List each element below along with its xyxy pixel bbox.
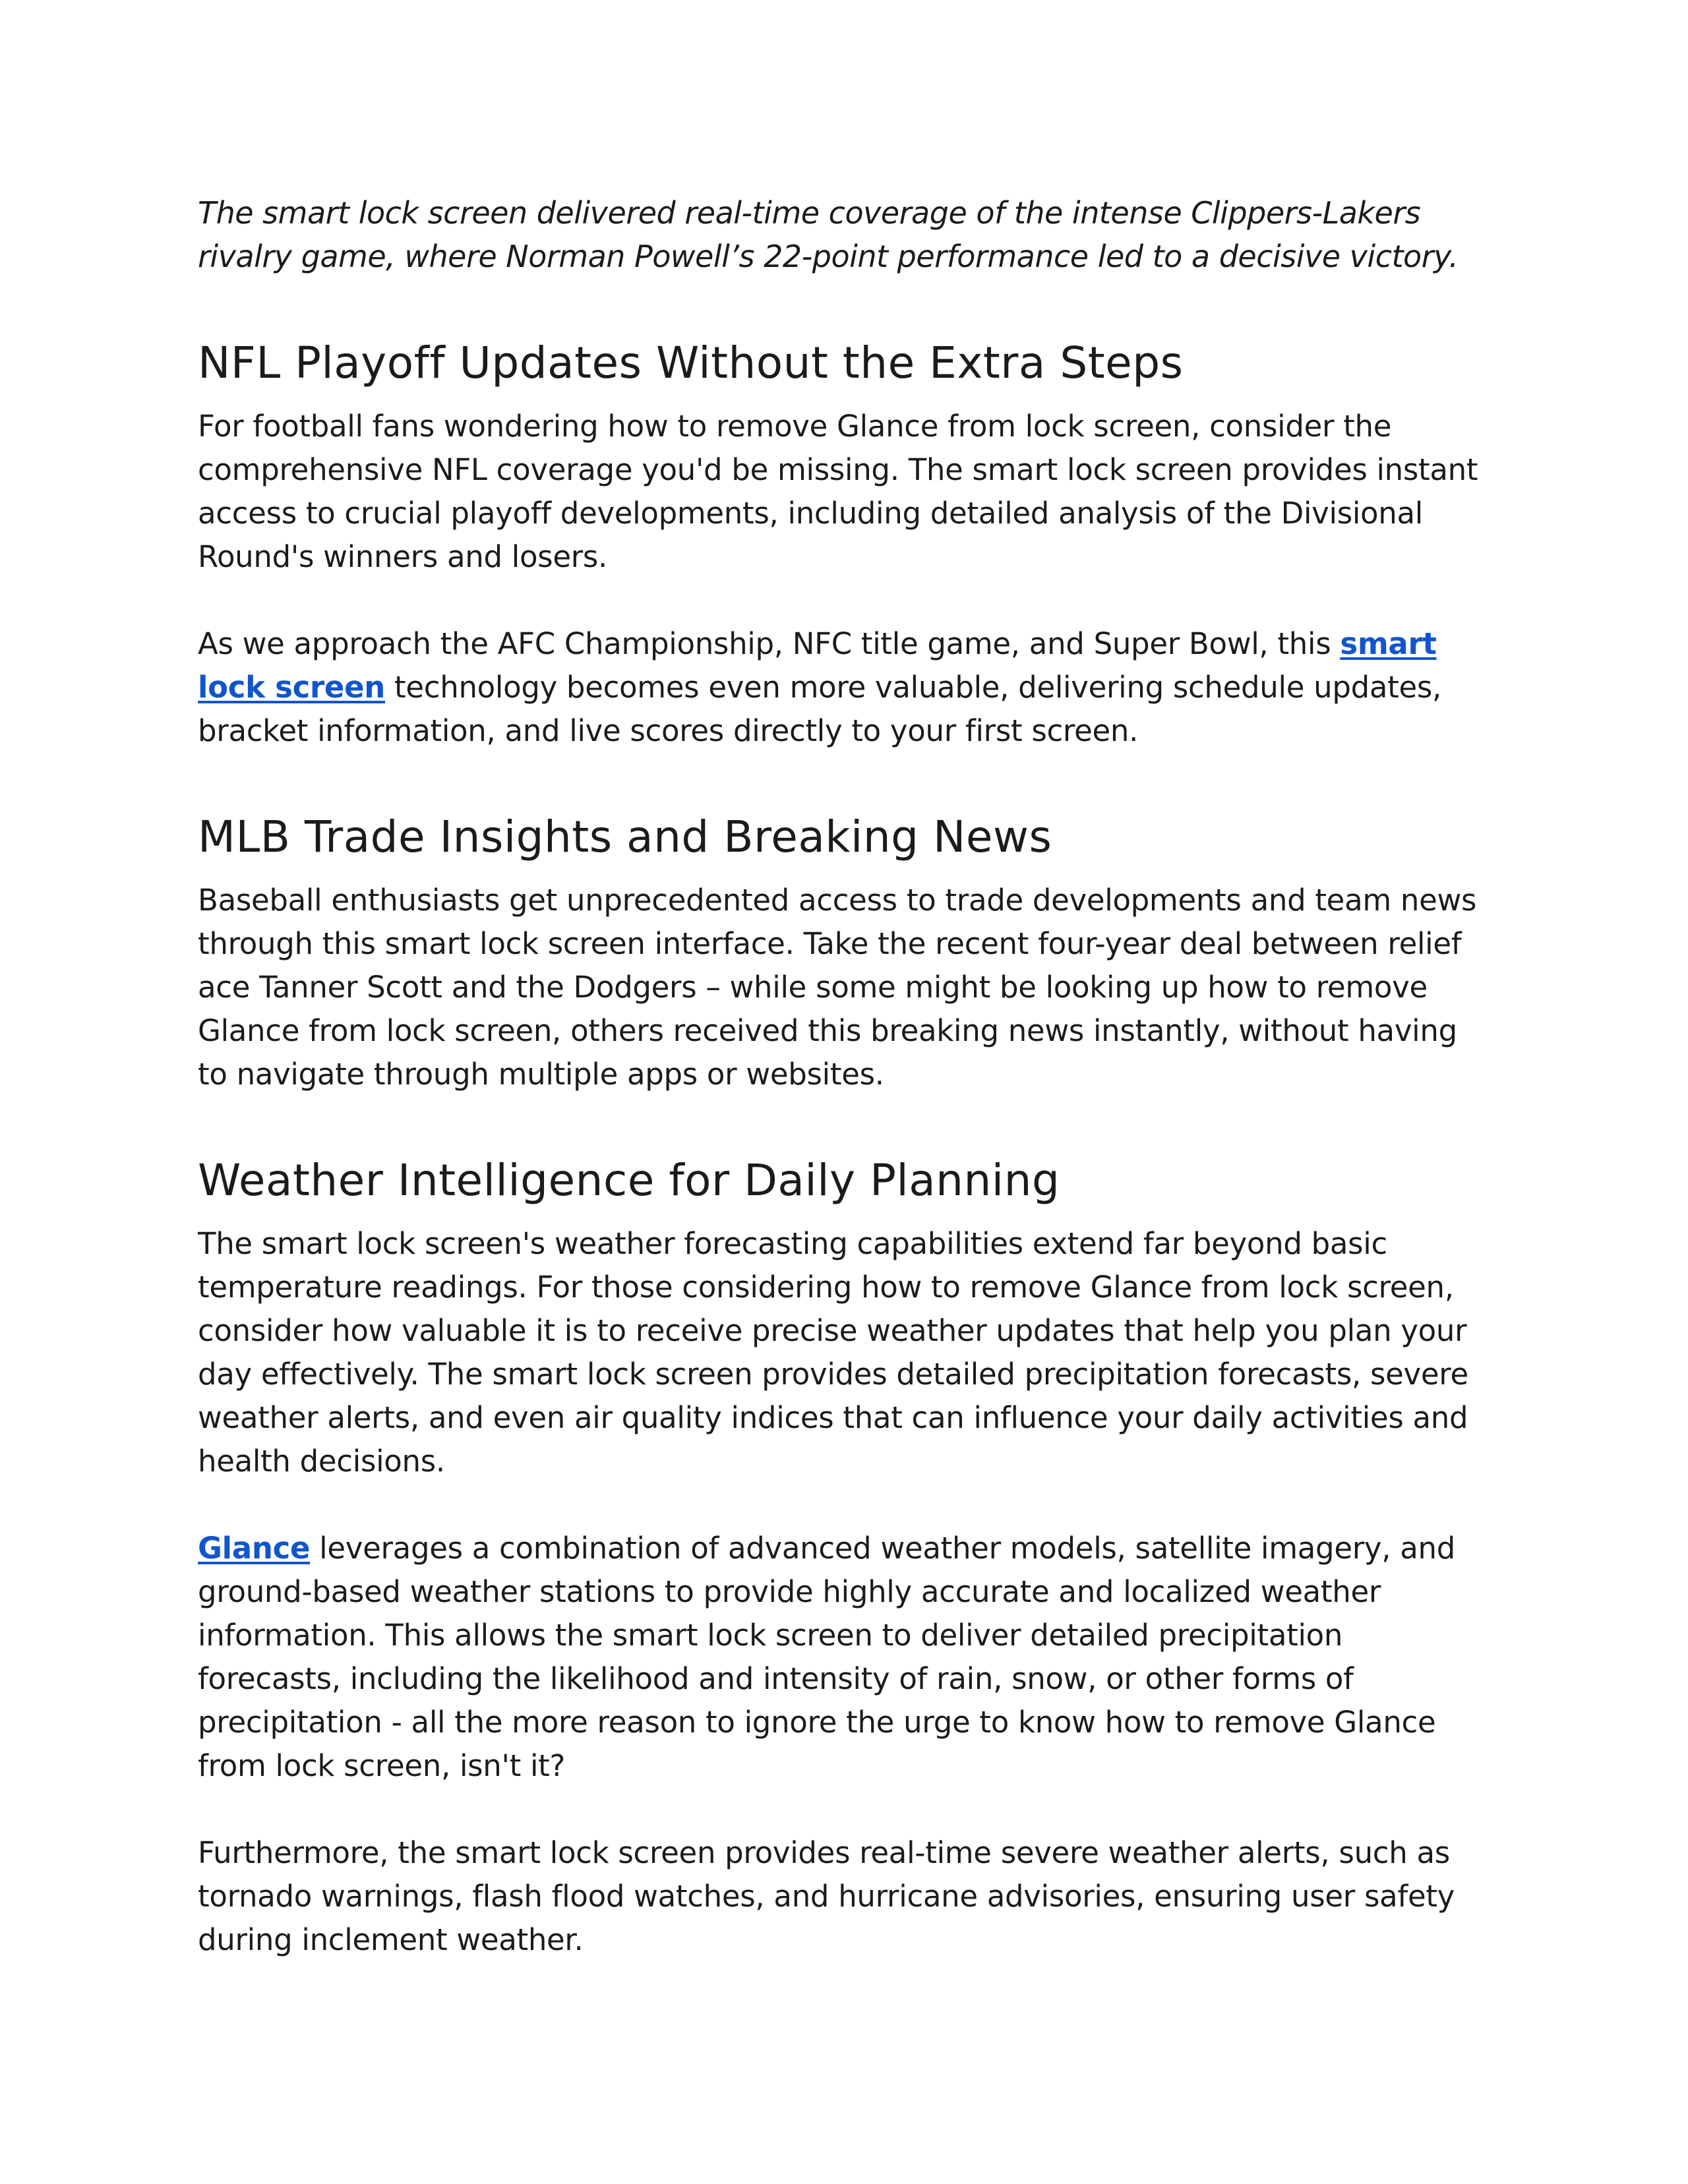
smart-lock-screen-link[interactable]: smart lock screen: [198, 626, 1437, 705]
paragraph-weather-2: [198, 1527, 1490, 1788]
heading-weather: Weather Intelligence for Daily Planning: [198, 1155, 1060, 1206]
paragraph-nfl-1: For football fans wondering how to remove Glance from lock screen, consider the comprehensive NFL coverage you'd be missing. The smart lock screen provides instant access to crucial playoff developments, including detailed analysis of the Divisional Round's winners and losers.: [198, 409, 1478, 574]
paragraph-nfl-2-text-b: technology becomes even more valuable, delivering schedule updates, bracket information, and live scores directly to your first screen.: [198, 670, 1442, 748]
paragraph-mlb-1: Baseball enthusiasts get unprecedented access to trade developments and team news through this smart lock screen interface. Take the recent four-year deal between relief ace Tanner Scott and the Dodgers – while some might be looking up how to remove Glance from lock screen, others received this breaking news instantly, without having to navigate through multiple apps or websites.: [198, 883, 1477, 1092]
heading-nfl: NFL Playoff Updates Without the Extra Steps: [198, 338, 1184, 388]
glance-link[interactable]: Glance: [198, 1531, 311, 1566]
paragraph-weather-1: The smart lock screen's weather forecasting capabilities extend far beyond basic temperature readings. For those considering how to remove Glance from lock screen, consider how valuable it is to receive precise weather updates that help you plan your day effectively. The smart lock screen provides detailed precipitation forecasts, severe weather alerts, and even air quality indices that can influence your daily activities and health decisions.: [198, 1226, 1468, 1479]
document-page: [198, 191, 1490, 1962]
paragraph-nfl-2: [198, 622, 1490, 753]
paragraph-nfl-2-text-a: As we approach the AFC Championship, NFC title game, and Super Bowl, this: [198, 626, 1341, 661]
paragraph-weather-3: Furthermore, the smart lock screen provides real-time severe weather alerts, such as tornado warnings, flash flood watches, and hurricane advisories, ensuring user safety during inclement weather.: [198, 1835, 1455, 1957]
image-caption: The smart lock screen delivered real-time coverage of the intense Clippers-Lakers rivalry game, where Norman Powell’s 22-point performance led to a decisive victory.: [198, 195, 1459, 274]
heading-mlb: MLB Trade Insights and Breaking News: [198, 812, 1052, 862]
paragraph-weather-2-text: leverages a combination of advanced weather models, satellite imagery, and ground-based weather stations to provide highly accurate and localized weather information. This allows the smart lock screen to deliver detailed precipitation forecasts, including the likelihood and intensity of rain, snow, or other forms of precipitation - all the more reason to ignore the urge to know how to remove Glance from lock screen, isn't it?: [198, 1531, 1456, 1783]
